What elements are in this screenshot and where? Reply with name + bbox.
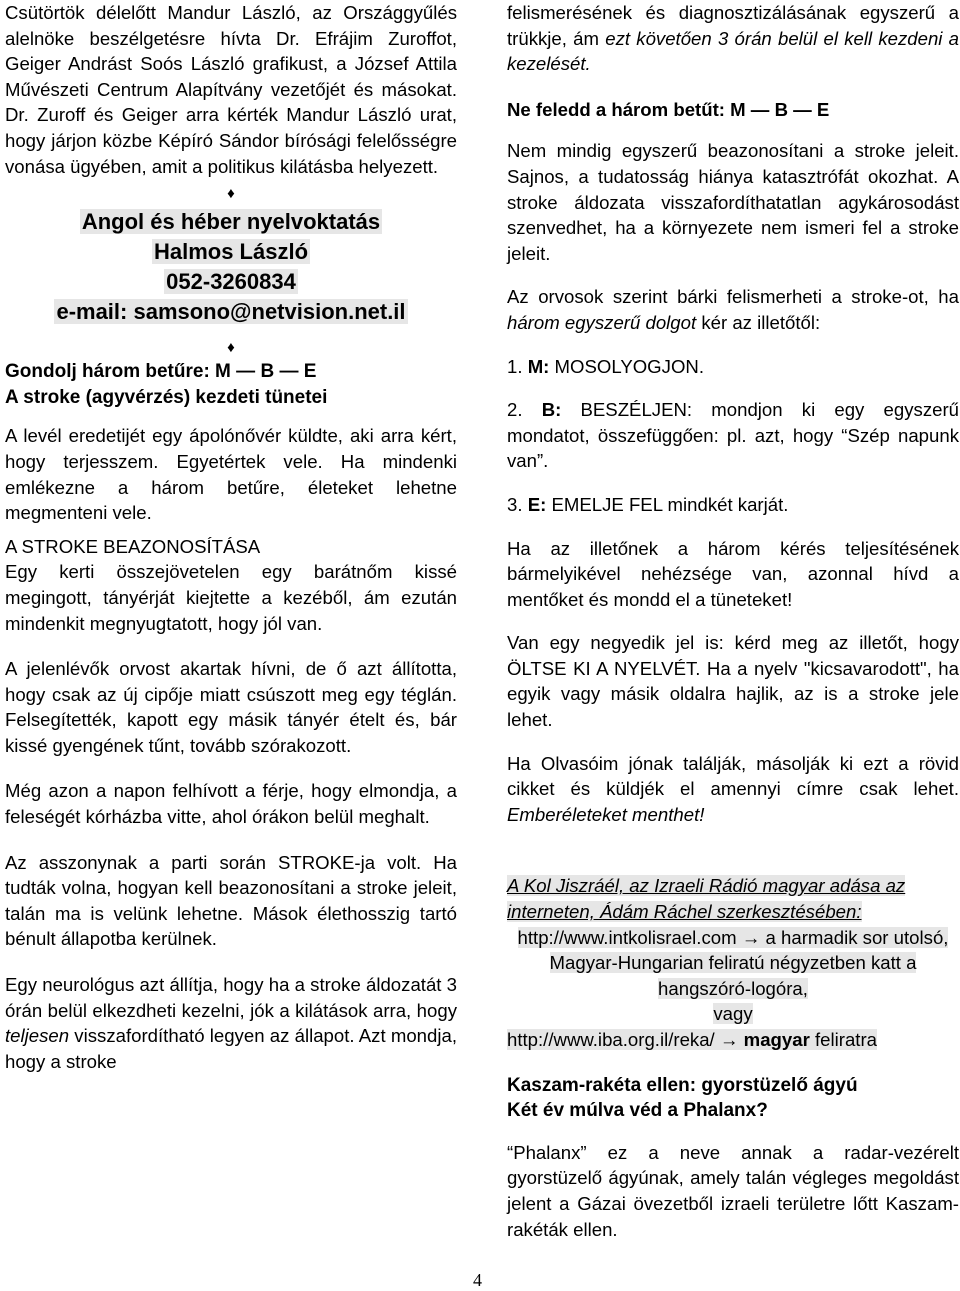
paragraph: A levél eredetijét egy ápolónővér küldte, aki arra kért, hogy terjesszem. Egyetértek vele. Ha mindenki emlékezne a három betűre, életeket lehetne megmenteni vele.	[5, 425, 457, 524]
radio-or: vagy	[713, 1003, 753, 1025]
section-label: A STROKE BEAZONOSÍTÁSA	[5, 535, 261, 557]
paragraph: Az asszonynak a parti során STROKE-ja volt. Ha tudták volna, hogyan kell beazonosítani a stroke jeleit, talán ma is velünk lehetne. Mások élethosszig tartó bénult állapotba kerülnek.	[5, 851, 457, 950]
diamond-separator-icon: ♦	[227, 185, 235, 203]
intro-paragraph: Csütörtök délelőtt Mandur László, az Országgyűlés alelnöke beszélgetésre hívta Dr. Efrájim Zuroffot, Geiger Andrást Soós László grafikust, a József Attila Művészeti Centrum Alapítvány vezetőjét és másokat. Dr. Zuroff és Geiger arra kérték Mandur László urat, hogy járjon közbe Képíró Sándor bírósági felelősségre vonása ügyében, amit a politikus kilátásba helyezett.	[5, 2, 457, 177]
page-number: 4	[473, 1270, 482, 1290]
article-heading: Kaszam-rakéta ellen: gyorstüzelő ágyú	[507, 1074, 858, 1096]
ad-title: Angol és héber nyelvoktatás	[81, 209, 381, 235]
right-column	[507, 0, 959, 1242]
paragraph: Van egy negyedik jel is: kérd meg az illetőt, hogy ÖLTSE KI A NYELVÉT. Ha a nyelv "kicsavarodott", ha egyik vagy másik oldalra hajlik, az is a stroke jele lehet.	[507, 632, 959, 731]
paragraph: Az orvosok szerint bárki felismerheti a stroke-ot, ha három egyszerű dolgot kér az illetőtől:	[507, 286, 959, 333]
radio-info-box	[507, 873, 959, 1052]
paragraph: “Phalanx” ez a neve annak a radar-vezérelt gyorstüzelő ágyúnak, amely talán végleges megoldást jelent a Gázai övezetből izraeli területre lőtt Kaszam-rakéták ellen.	[507, 1141, 959, 1240]
left-column	[5, 0, 457, 1074]
paragraph: Még azon a napon felhívott a férje, hogy elmondja, a feleségét kórházba vitte, ahol órákon belül meghalt.	[5, 780, 457, 828]
ad-phone: 052-3260834	[166, 269, 296, 295]
radio-link-2[interactable]: http://www.iba.org.il/reka/ → magyar feliratra	[507, 1029, 877, 1050]
paragraph: Ha Olvasóim jónak találják, másolják ki ezt a rövid cikket és küldjék el amennyi címre csak lehet. Emberéleteket menthet!	[507, 752, 959, 825]
list-item: 1. M: MOSOLYOGJON.	[507, 355, 704, 377]
paragraph: felismerésének és diagnosztizálásának egyszerű a trükkje, ám ezt követően 3 órán belül el kell kezdeni a kezelését.	[507, 2, 959, 75]
diamond-separator-icon: ♦	[227, 339, 235, 357]
reminder-heading: Ne feledd a három betűt: M — B — E	[507, 98, 830, 120]
paragraph: Nem mindig egyszerű beazonosítani a stroke jeleit. Sajnos, a tudatosság hiánya katasztrófát okozhat. A stroke áldozata visszafordíthatatlan agykárosodást szenvedhet, ha a környezete nem ismeri fel a stroke jeleit.	[507, 140, 959, 264]
language-lesson-ad	[5, 207, 457, 327]
list-item: 3. E: EMELJE FEL mindkét karját.	[507, 493, 789, 515]
ad-name: Halmos László	[153, 239, 309, 265]
paragraph: Egy neurológus azt állítja, hogy ha a stroke áldozatát 3 órán belül elkezdheti kezelni, jók a kilátások arra, hogy teljesen visszafordítható legyen az állapot. Azt mondja, hogy a stroke	[5, 974, 457, 1072]
radio-intro: A Kol Jiszráél, az Izraeli Rádió magyar adása az interneten, Ádám Ráchel szerkesztésében:	[507, 875, 906, 923]
list-item: 2. B: BESZÉLJEN: mondjon ki egy egyszerű mondatot, összefüggően: pl. azt, hogy “Szép napunk van”.	[507, 399, 959, 472]
paragraph: A jelenlévők orvost akartak hívni, de ő azt állította, hogy csak az új cipője miatt csúszott meg egy téglán. Felsegítették, kapott egy másik tányér ételt és, bár kissé gyengének tűnt, tovább szórakozott.	[5, 658, 457, 756]
paragraph: Egy kerti összejövetelen egy barátnőm kissé megingott, tányérját kiejtette a kezéből, ám ezután mindenkit megnyugtatott, hogy jól van.	[5, 561, 457, 634]
paragraph: Ha az illetőnek a három kérés teljesítésének bármelyikével nehézsége van, azonnal hívd a mentőket és mondd el a tüneteket!	[507, 537, 959, 610]
article-heading: Gondolj három betűre: M — B — E	[5, 361, 317, 383]
article-subheading: Két év múlva véd a Phalanx?	[507, 1100, 768, 1122]
radio-link-1[interactable]: http://www.intkolisrael.com → a harmadik sor utolsó, Magyar-Hungarian feliratú négyzetben katt a hangszóró-logóra,	[517, 926, 949, 999]
ad-email: e-mail: samsono@netvision.net.il	[56, 299, 406, 325]
article-subheading: A stroke (agyvérzés) kezdeti tünetei	[5, 386, 328, 408]
